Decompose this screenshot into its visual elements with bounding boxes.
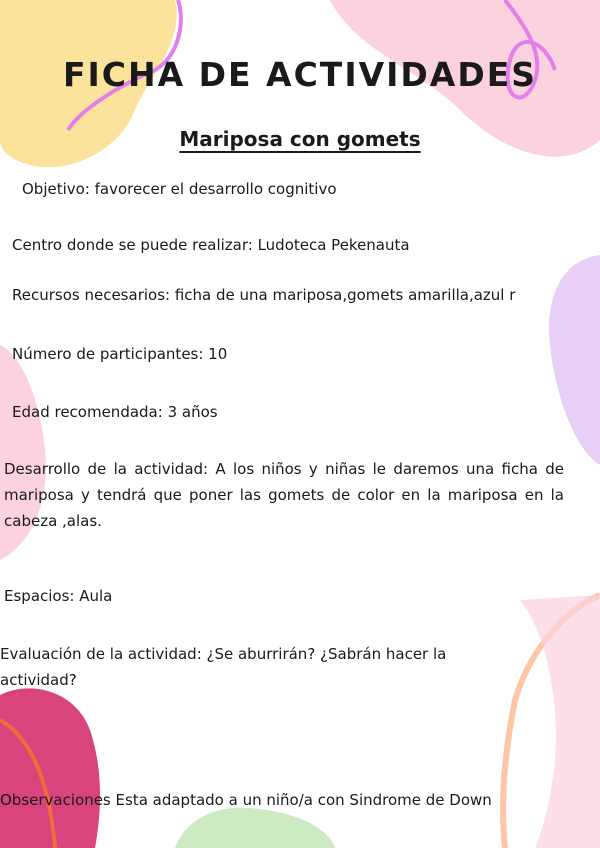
field-centro: Centro donde se puede realizar: Ludoteca Pekenauta	[12, 236, 410, 254]
field-participantes: Número de participantes: 10	[12, 345, 228, 363]
field-observaciones: Observaciones Esta adaptado a un niño/a con Sindrome de Down	[0, 791, 492, 809]
field-evaluacion: Evaluación de la actividad: ¿Se aburrirán? ¿Sabrán hacer la actividad?	[0, 645, 447, 689]
field-espacios: Espacios: Aula	[4, 587, 113, 605]
field-recursos: Recursos necesarios: ficha de una mariposa,gomets amarilla,azul r	[12, 286, 516, 304]
field-desarrollo: Desarrollo de la actividad: A los niños y niñas le daremos una ficha de mariposa y tendrá que poner las gomets de color en la mariposa en la cabeza ,alas.	[4, 460, 564, 530]
field-objetivo: Objetivo: favorecer el desarrollo cognitivo	[22, 180, 337, 198]
sheet-title: FICHA DE ACTIVIDADES	[62, 55, 538, 94]
field-edad: Edad recomendada: 3 años	[12, 403, 218, 421]
activity-name-text: Mariposa con gomets	[179, 127, 421, 151]
activity-name	[0, 127, 600, 151]
